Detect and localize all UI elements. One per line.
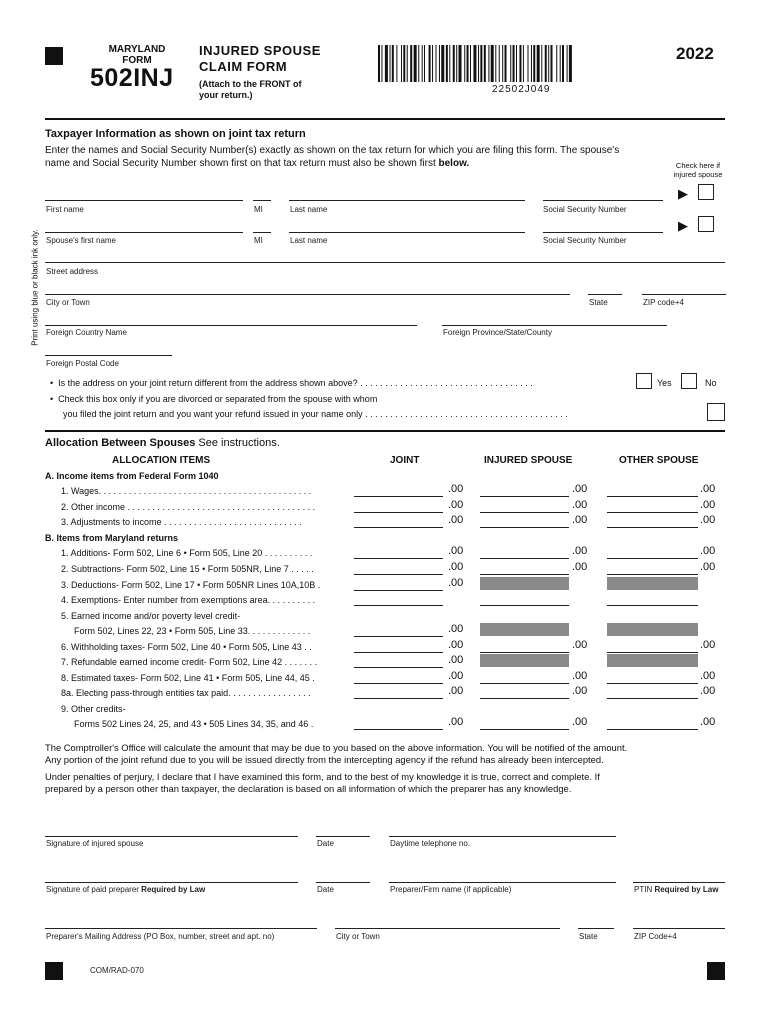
- mailing-state-line[interactable]: [578, 928, 614, 929]
- amount-input-oth[interactable]: [607, 698, 698, 699]
- sig-injured-line[interactable]: [45, 836, 298, 837]
- injured-spouse-checkbox-1[interactable]: [698, 184, 714, 200]
- cents-label: .00: [448, 499, 464, 511]
- amount-input-oth[interactable]: [607, 512, 698, 513]
- cents-label: .00: [572, 545, 588, 557]
- no-label: No: [705, 378, 717, 388]
- address-no-checkbox[interactable]: [681, 373, 697, 389]
- allocation-item-label: 9. Other credits-: [61, 704, 126, 714]
- shaded-cell: [480, 577, 569, 590]
- address-yes-checkbox[interactable]: [636, 373, 652, 389]
- cents-label: .00: [572, 670, 588, 682]
- injured-spouse-checkbox-2[interactable]: [698, 216, 714, 232]
- cents-label: .00: [700, 685, 716, 697]
- foreign-province-line[interactable]: [442, 325, 667, 326]
- amount-input-oth[interactable]: [607, 652, 698, 653]
- col-injured-spouse: INJURED SPOUSE: [484, 455, 573, 466]
- mi-line[interactable]: [253, 200, 271, 201]
- amount-input-joint[interactable]: [354, 683, 443, 684]
- cents-label: .00: [448, 670, 464, 682]
- spouse-ssn-line[interactable]: [543, 232, 663, 233]
- shaded-cell: [607, 577, 698, 590]
- notice-p2-line2: prepared by a person other than taxpayer, the declaration is based on all information of which the preparer has any knowledge.: [45, 783, 572, 794]
- header-divider: [45, 118, 725, 120]
- city-label: City or Town: [46, 298, 90, 307]
- cents-label: .00: [448, 545, 464, 557]
- amount-input-inj[interactable]: [480, 683, 569, 684]
- amount-input-joint[interactable]: [354, 729, 443, 730]
- section-divider: [45, 430, 725, 432]
- tax-year: 2022: [676, 44, 714, 63]
- form-number: 502INJ: [90, 64, 174, 92]
- amount-input-oth[interactable]: [607, 574, 698, 575]
- allocation-item-label: 7. Refundable earned income credit- Form 502, Line 42 . . . . . . .: [61, 657, 318, 667]
- allocation-item-label: 5. Earned income and/or poverty level credit-: [61, 611, 241, 621]
- cents-label: .00: [448, 514, 464, 526]
- cents-label: .00: [700, 483, 716, 495]
- cents-label: .00: [700, 670, 716, 682]
- allocation-item-label: Forms 502 Lines 24, 25, and 43 • 505 Lines 34, 35, and 46 .: [74, 719, 314, 729]
- form-title-line2: CLAIM FORM: [199, 59, 288, 74]
- allocation-item-label: 2. Other income . . . . . . . . . . . . . . . . . . . . . . . . . . . . . . . . . . . . . .: [61, 502, 316, 512]
- attach-note-line1: (Attach to the FRONT of: [199, 79, 302, 89]
- cents-label: .00: [448, 654, 464, 666]
- amount-input-inj[interactable]: [480, 729, 569, 730]
- sig-preparer-label: Signature of paid preparer Required by Law: [46, 885, 206, 894]
- section-b-heading: B. Items from Maryland returns: [45, 533, 179, 543]
- amount-input-oth[interactable]: [607, 729, 698, 730]
- cents-label: .00: [700, 716, 716, 728]
- sig-date1-line[interactable]: [316, 836, 370, 837]
- amount-input-inj[interactable]: [480, 496, 569, 497]
- sig-firm-line[interactable]: [389, 882, 616, 883]
- cents-label: .00: [448, 716, 464, 728]
- barcode-number: 22502J049: [492, 84, 551, 95]
- mailing-state-label: State: [579, 932, 598, 941]
- amount-input-joint[interactable]: [354, 527, 443, 528]
- allocation-item-label: 8a. Electing pass-through entities tax paid. . . . . . . . . . . . . . . . .: [61, 688, 311, 698]
- form-code: COM/RAD-070: [90, 966, 144, 975]
- sig-ptin-label: PTIN Required by Law: [634, 885, 719, 894]
- amount-input-oth[interactable]: [607, 558, 698, 559]
- ssn-line[interactable]: [543, 200, 663, 201]
- amount-input-joint[interactable]: [354, 636, 443, 637]
- cents-label: .00: [448, 483, 464, 495]
- arrow-right-icon: ▶: [678, 186, 688, 201]
- city-line[interactable]: [45, 294, 570, 295]
- spouse-mi-label: MI: [254, 236, 263, 245]
- allocation-item-label: 3. Adjustments to income . . . . . . . . . . . . . . . . . . . . . . . . . . . .: [61, 517, 302, 527]
- mailing-city-label: City or Town: [336, 932, 380, 941]
- allocation-item-label: 6. Withholding taxes- Form 502, Line 40 • Form 505, Line 43 . .: [61, 642, 312, 652]
- cents-label: .00: [572, 514, 588, 526]
- amount-input-joint[interactable]: [354, 605, 443, 606]
- taxpayer-heading: Taxpayer Information as shown on joint tax return: [45, 128, 306, 140]
- barcode: [378, 45, 650, 82]
- divorced-question-line1: • Check this box only if you are divorced or separated from the spouse with whom: [50, 394, 378, 404]
- amount-input-oth[interactable]: [607, 605, 698, 606]
- cents-label: .00: [572, 499, 588, 511]
- amount-input-inj[interactable]: [480, 512, 569, 513]
- cents-label: .00: [448, 639, 464, 651]
- street-label: Street address: [46, 267, 99, 276]
- attach-note-line2: your return.): [199, 90, 253, 100]
- ink-instruction: Print using blue or black ink only.: [30, 229, 40, 346]
- amount-input-inj[interactable]: [480, 605, 569, 606]
- amount-input-inj[interactable]: [480, 574, 569, 575]
- spouse-first-name-line[interactable]: [45, 232, 243, 233]
- yes-label: Yes: [657, 378, 672, 388]
- ssn-label: Social Security Number: [543, 205, 627, 214]
- zip-label: ZIP code+4: [643, 298, 684, 307]
- sig-date2-label: Date: [317, 885, 334, 894]
- sig-date2-line[interactable]: [316, 882, 370, 883]
- amount-input-inj[interactable]: [480, 558, 569, 559]
- street-line[interactable]: [45, 262, 725, 263]
- allocation-item-label: 2. Subtractions- Form 502, Line 15 • Form 505NR, Line 7 . . . . .: [61, 564, 314, 574]
- state-label: State: [589, 298, 608, 307]
- taxpayer-instruction-line2: name and Social Security Number shown first on that tax return must also be shown first below.: [45, 158, 470, 169]
- mailing-zip-label: ZIP Code+4: [634, 932, 677, 941]
- col-other-spouse: OTHER SPOUSE: [619, 455, 699, 466]
- arrow-right-icon: ▶: [678, 218, 688, 233]
- amount-input-joint[interactable]: [354, 496, 443, 497]
- shaded-cell: [607, 623, 698, 636]
- sig-date1-label: Date: [317, 839, 334, 848]
- allocation-item-label: 1. Wages. . . . . . . . . . . . . . . . . . . . . . . . . . . . . . . . . . . . . . . . . . .: [61, 486, 312, 496]
- amount-input-oth[interactable]: [607, 527, 698, 528]
- amount-input-joint[interactable]: [354, 590, 443, 591]
- mailing-zip-line[interactable]: [633, 928, 725, 929]
- spouse-last-name-line[interactable]: [289, 232, 525, 233]
- cents-label: .00: [448, 561, 464, 573]
- shaded-cell: [607, 654, 698, 667]
- cents-label: .00: [448, 577, 464, 589]
- last-name-label: Last name: [290, 205, 328, 214]
- registration-mark-top-left: [45, 47, 63, 65]
- foreign-country-label: Foreign Country Name: [46, 328, 127, 337]
- allocation-item-label: 4. Exemptions- Enter number from exemptions area. . . . . . . . . .: [61, 595, 316, 605]
- cents-label: .00: [572, 483, 588, 495]
- amount-input-inj[interactable]: [480, 698, 569, 699]
- cents-label: .00: [700, 561, 716, 573]
- col-joint: JOINT: [390, 455, 420, 466]
- notice-p1-line1: The Comptroller's Office will calculate the amount that may be due to you based on the above information. You will be notified of the amount.: [45, 742, 628, 753]
- check-here-label: Check here if injured spouse: [673, 161, 723, 179]
- cents-label: .00: [572, 716, 588, 728]
- cents-label: .00: [572, 639, 588, 651]
- shaded-cell: [480, 623, 569, 636]
- amount-input-oth[interactable]: [607, 683, 698, 684]
- cents-label: .00: [572, 685, 588, 697]
- allocation-item-label: Form 502, Lines 22, 23 • Form 505, Line 33. . . . . . . . . . . . .: [74, 626, 311, 636]
- allocation-item-label: 8. Estimated taxes- Form 502, Line 41 • Form 505, Line 44, 45 .: [61, 673, 315, 683]
- amount-input-oth[interactable]: [607, 496, 698, 497]
- cents-label: .00: [700, 545, 716, 557]
- cents-label: .00: [700, 514, 716, 526]
- section-a-heading: A. Income items from Federal Form 1040: [45, 471, 219, 481]
- notice-p1-line2: Any portion of the joint refund due to you will be issued directly from the intercepting agency if the refund has already been intercepted.: [45, 754, 604, 765]
- allocation-heading: Allocation Between Spouses See instructions.: [45, 437, 280, 449]
- amount-input-joint[interactable]: [354, 652, 443, 653]
- amount-input-joint[interactable]: [354, 698, 443, 699]
- sig-phone-label: Daytime telephone no.: [390, 839, 471, 848]
- cents-label: .00: [700, 639, 716, 651]
- last-name-line[interactable]: [289, 200, 525, 201]
- spouse-ssn-label: Social Security Number: [543, 236, 627, 245]
- first-name-line[interactable]: [45, 200, 243, 201]
- address-different-question: • Is the address on your joint return different from the address shown above? . . . . . . . . . . . . . . . . . . . . . . . . . . . . . . . . . . .: [50, 378, 533, 388]
- taxpayer-instruction-line1: Enter the names and Social Security Number(s) exactly as shown on the tax return for which you are filing this form. The spouse's: [45, 145, 620, 156]
- amount-input-joint[interactable]: [354, 558, 443, 559]
- sig-phone-line[interactable]: [389, 836, 616, 837]
- foreign-country-line[interactable]: [45, 325, 417, 326]
- shaded-cell: [480, 654, 569, 667]
- allocation-item-label: 1. Additions- Form 502, Line 6 • Form 505, Line 20 . . . . . . . . . .: [61, 548, 313, 558]
- sig-preparer-line[interactable]: [45, 882, 298, 883]
- sig-firm-label: Preparer/Firm name (if applicable): [390, 885, 512, 894]
- form-title-line1: INJURED SPOUSE: [199, 43, 321, 58]
- cents-label: .00: [572, 561, 588, 573]
- divorced-checkbox[interactable]: [707, 403, 725, 421]
- foreign-postal-line[interactable]: [45, 355, 172, 356]
- mailing-city-line[interactable]: [335, 928, 560, 929]
- sig-ptin-line[interactable]: [633, 882, 725, 883]
- spouse-mi-line[interactable]: [253, 232, 271, 233]
- registration-mark-bottom-right: [707, 962, 725, 980]
- registration-mark-bottom-left: [45, 962, 63, 980]
- amount-input-joint[interactable]: [354, 667, 443, 668]
- cents-label: .00: [448, 623, 464, 635]
- spouse-first-name-label: Spouse's first name: [46, 236, 117, 245]
- zip-line[interactable]: [642, 294, 726, 295]
- state-name: MARYLAND: [108, 44, 166, 55]
- amount-input-joint[interactable]: [354, 512, 443, 513]
- divorced-question-line2: you filed the joint return and you want your refund issued in your name only . . . . . . . . . . . . . . . . . . . . . . . . . . . . . . . . . . . . . . . . .: [63, 409, 568, 419]
- cents-label: .00: [700, 499, 716, 511]
- col-allocation-items: ALLOCATION ITEMS: [112, 455, 211, 466]
- amount-input-inj[interactable]: [480, 527, 569, 528]
- amount-input-inj[interactable]: [480, 652, 569, 653]
- amount-input-joint[interactable]: [354, 574, 443, 575]
- foreign-province-label: Foreign Province/State/County: [443, 328, 552, 337]
- allocation-item-label: 3. Deductions- Form 502, Line 17 • Form 505NR Lines 10A,10B .: [61, 580, 321, 590]
- state-line[interactable]: [588, 294, 622, 295]
- first-name-label: First name: [46, 205, 84, 214]
- cents-label: .00: [448, 685, 464, 697]
- form-word: FORM: [122, 55, 152, 66]
- foreign-postal-label: Foreign Postal Code: [46, 359, 119, 368]
- mi-label: MI: [254, 205, 263, 214]
- mailing-address-line[interactable]: [45, 928, 317, 929]
- notice-p2-line1: Under penalties of perjury, I declare that I have examined this form, and to the best of my knowledge it is true, correct and complete. If: [45, 771, 600, 782]
- spouse-last-name-label: Last name: [290, 236, 328, 245]
- sig-injured-label: Signature of injured spouse: [46, 839, 144, 848]
- mailing-address-label: Preparer's Mailing Address (PO Box, number, street and apt. no): [46, 932, 275, 941]
